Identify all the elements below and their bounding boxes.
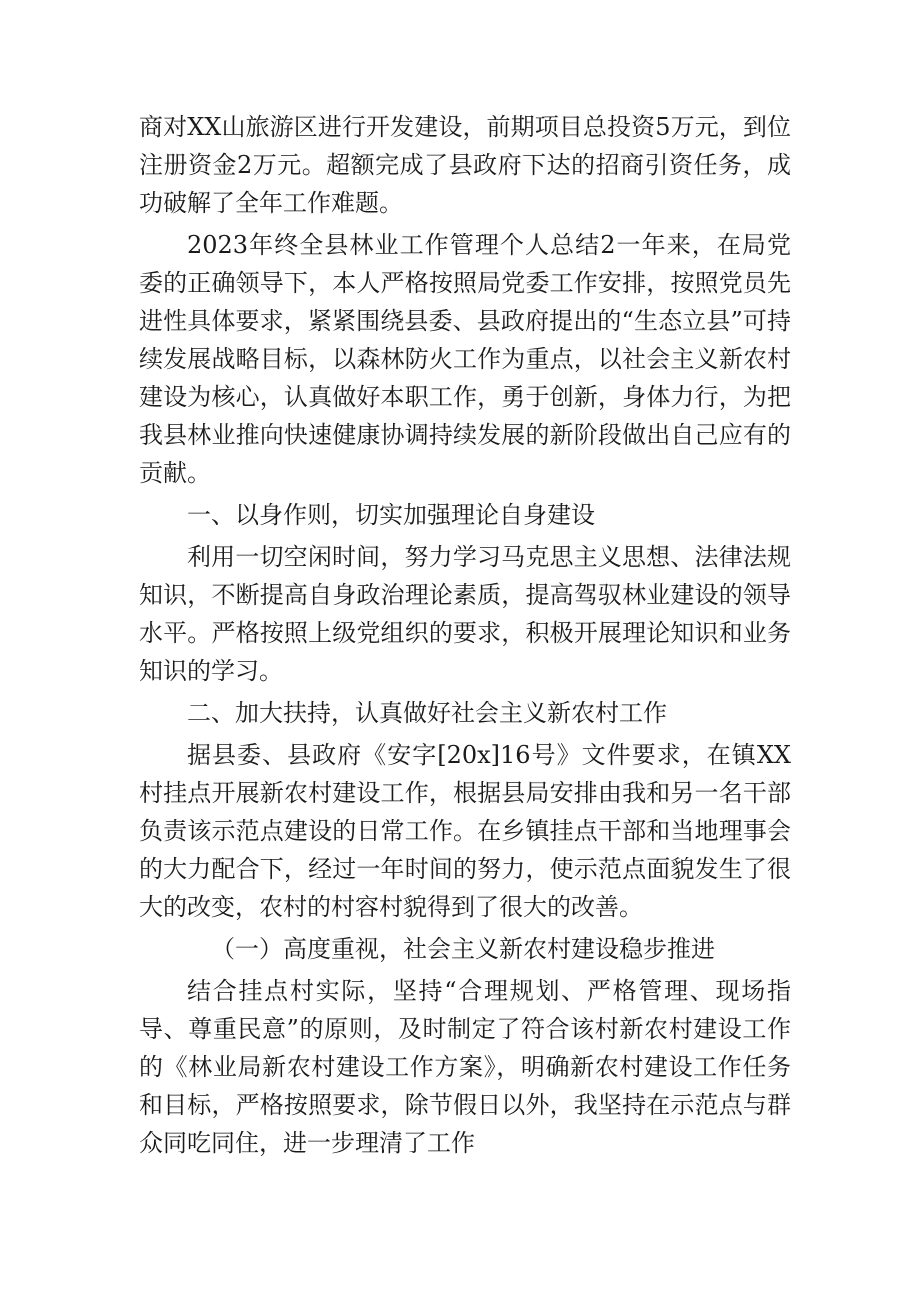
paragraph-summary-intro: 2023年终全县林业工作管理个人总结2一年来，在局党委的正确领导下，本人严格按照局党委工作安排，按照党员先进性具体要求，紧紧围绕县委、县政府提出的“生态立县”可持续发展战略目标，以森林防火工作为重点，以社会主义新农村建设为核心，认真做好本职工作，勇于创新，身体力行，为把我县林业推向快速健康协调持续发展的新阶段做出自己应有的贡献。 — [139, 231, 791, 487]
paragraph-continuation: 商对XX山旅游区进行开发建设，前期项目总投资5万元，到位注册资金2万元。超额完成了县政府下达的招商引资任务，成功破解了全年工作难题。 — [139, 113, 791, 217]
document-page — [139, 108, 791, 1166]
subsection-heading-1: （一）高度重视，社会主义新农村建设稳步推进 — [211, 935, 715, 963]
section-heading-2: 二、加大扶持，认真做好社会主义新农村工作 — [187, 699, 667, 727]
section-heading-1: 一、以身作则，切实加强理论自身建设 — [187, 501, 595, 529]
paragraph-planning: 结合挂点村实际，坚持“合理规划、严格管理、现场指导、尊重民意”的原则，及时制定了符合该村新农村建设工作的《林业局新农村建设工作方案》，明确新农村建设工作任务和目标，严格按照要求，除节假日以外，我坚持在示范点与群众同吃同住，进一步理清了工作 — [139, 977, 791, 1157]
paragraph-theory-study: 利用一切空闲时间，努力学习马克思主义思想、法律法规知识，不断提高自身政治理论素质，提高驾驭林业建设的领导水平。严格按照上级党组织的要求，积极开展理论知识和业务知识的学习。 — [139, 543, 791, 685]
paragraph-new-countryside: 据县委、县政府《安字[20x]16号》文件要求，在镇XX村挂点开展新农村建设工作，根据县局安排由我和另一名干部负责该示范点建设的日常工作。在乡镇挂点干部和当地理事会的大力配合下，经过一年时间的努力，使示范点面貌发生了很大的改变，农村的村容村貌得到了很大的改善。 — [139, 741, 791, 921]
